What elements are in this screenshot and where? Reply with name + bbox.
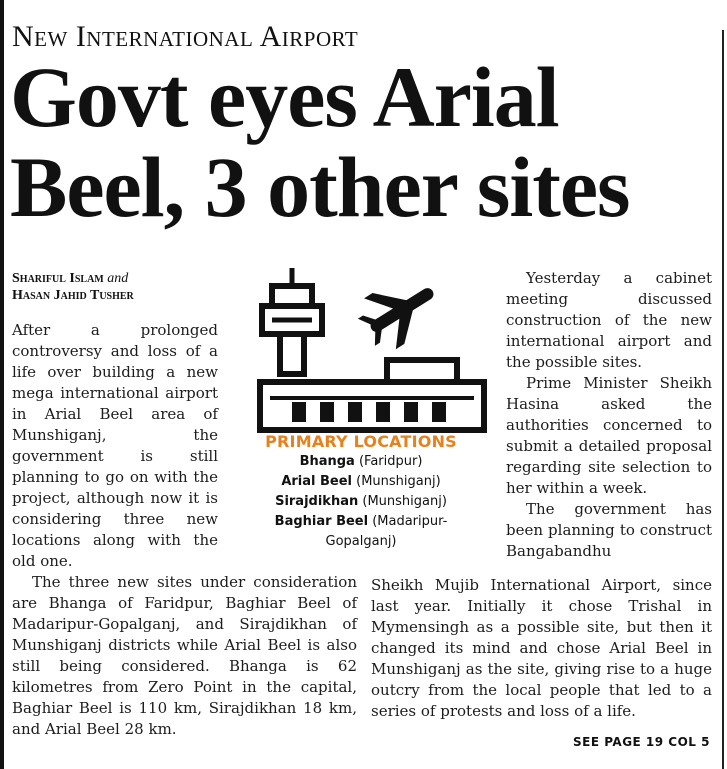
- location-district: (Munshiganj): [362, 494, 447, 509]
- left-column-rule: [0, 0, 4, 769]
- body-column-3-continued: [371, 575, 712, 722]
- byline-joiner: and: [107, 271, 129, 286]
- body-column-1: [12, 320, 218, 572]
- airport-illustration: [252, 264, 492, 436]
- location-item: [246, 492, 476, 512]
- location-name: Arial Beel: [281, 474, 352, 489]
- headline-line-2: Beel, 3 other sites: [10, 139, 630, 235]
- body-column-wide: [12, 572, 357, 740]
- location-district: (Madaripur-Gopalganj): [325, 514, 448, 549]
- location-name: Bhanga: [299, 454, 355, 469]
- primary-locations-panel: [246, 432, 476, 552]
- location-item: [246, 472, 476, 492]
- location-item: [246, 452, 476, 472]
- byline-author-2: Hasan Jahid Tusher: [12, 288, 134, 303]
- airplane-icon: [350, 265, 448, 357]
- kicker: New International Airport: [12, 20, 359, 53]
- body-column-3: [506, 268, 712, 562]
- jump-line-see-page[interactable]: SEE PAGE 19 COL 5: [573, 735, 710, 749]
- headline-line-1: Govt eyes Arial: [10, 49, 559, 145]
- body-paragraph-1: After a prolonged controversy and loss of a life over building a new mega international airport in Arial Beel area of Munshiganj, the government is still planning to go on with the project, although now it is considering three new locations along with the old one.: [12, 321, 218, 570]
- location-district: (Munshiganj): [356, 474, 441, 489]
- headline: [10, 49, 725, 235]
- body-paragraph-3: Yesterday a cabinet meeting discussed construction of the new international airport and the possible sites.: [506, 269, 712, 371]
- byline: [12, 270, 134, 304]
- control-tower-icon: [262, 268, 322, 374]
- byline-author-1: Shariful Islam: [12, 271, 104, 286]
- body-paragraph-5-start: The government has been planning to construct Bangabandhu: [506, 500, 712, 560]
- primary-locations-title: PRIMARY LOCATIONS: [265, 432, 457, 451]
- location-item: [246, 512, 476, 552]
- body-paragraph-2: The three new sites under consideration are Bhanga of Faridpur, Baghiar Beel of Madaripur-Gopalganj, and Sirajdikhan of Munshiganj districts while Arial Beel is also still being considered. Bhanga is 62 kilometres from Zero Point in the capital, Baghiar Beel is 110 km, Sirajdikhan 18 km, and Arial Beel 28 km.: [12, 573, 357, 738]
- body-paragraph-5-end: Sheikh Mujib International Airport, since last year. Initially it chose Trishal in Mymensingh as a possible site, but then it changed its mind and chose Arial Beel in Munshiganj as the site, giving rise to a huge outcry from the local people that led to a series of protests and loss of a life.: [371, 576, 712, 720]
- terminal-windows: [292, 402, 446, 422]
- location-name: Sirajdikhan: [275, 494, 359, 509]
- location-district: (Faridpur): [358, 454, 423, 469]
- location-name: Baghiar Beel: [274, 514, 369, 529]
- body-paragraph-4: Prime Minister Sheikh Hasina asked the authorities concerned to submit a detailed proposal regarding site selection to her within a week.: [506, 374, 712, 497]
